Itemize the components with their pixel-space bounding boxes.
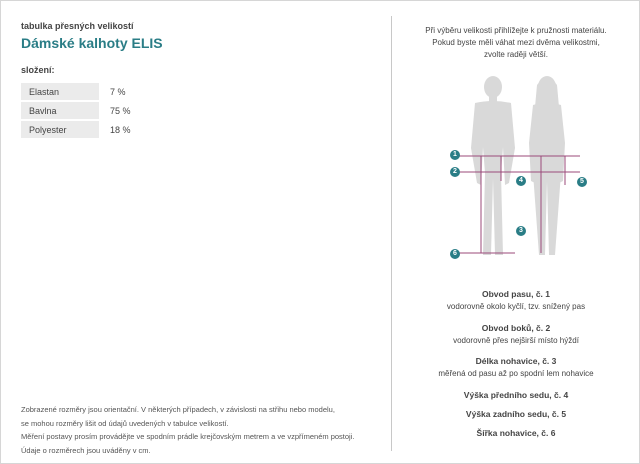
left-column (21, 21, 376, 455)
measurement-name: Výška předního sedu, č. 4 (463, 390, 569, 400)
note-line: Měření postavy prosím provádějte ve spodním prádle krejčovským metrem a ve vzpřímeném postoji. (21, 432, 355, 441)
measurement-name: Obvod boků, č. 2 (481, 323, 551, 333)
marker-5: 5 (577, 177, 587, 187)
material-name: Polyester (21, 121, 99, 138)
measurement-note (21, 403, 376, 457)
table-row (21, 102, 170, 119)
chart-subtitle: tabulka přesných velikostí (21, 21, 134, 31)
measurement-name: Délka nohavice, č. 3 (475, 356, 557, 366)
measurement-back-rise (393, 409, 639, 419)
measurement-leg-width (393, 428, 639, 438)
note-line: Zobrazené rozměry jsou orientační. V některých případech, v závislosti na střihu nebo modelu, (21, 405, 335, 414)
advice-line: Při výběru velikosti přihlížejte k pružnosti materiálu. (425, 26, 607, 35)
marker-1: 1 (450, 150, 460, 160)
measurement-desc: vodorovně okolo kyčlí, tzv. snížený pas (446, 302, 586, 311)
composition-table (21, 81, 170, 140)
measurement-leg-length (393, 356, 639, 378)
material-name: Elastan (21, 83, 99, 100)
size-advice (393, 25, 639, 61)
material-percent: 7 % (110, 86, 126, 97)
measurement-desc: měřená od pasu až po spodní lem nohavice (438, 369, 594, 378)
advice-line: zvolte raději větší. (483, 50, 549, 59)
table-row (21, 121, 170, 138)
material-name: Bavlna (21, 102, 99, 119)
measurement-hips (393, 323, 639, 345)
right-column (393, 1, 639, 463)
measurement-name: Obvod pasu, č. 1 (481, 289, 551, 299)
product-title: Dámské kalhoty ELIS (21, 35, 163, 51)
marker-2: 2 (450, 167, 460, 177)
measurement-name: Šířka nohavice, č. 6 (476, 428, 556, 438)
body-silhouette-illustration (445, 73, 595, 273)
table-row (21, 83, 170, 100)
note-line: se mohou rozměry lišit od údajů uvedených v tabulce velikostí. (21, 418, 229, 428)
composition-heading: složení: (21, 65, 55, 75)
marker-6: 6 (450, 249, 460, 259)
female-silhouette (529, 76, 565, 255)
measurement-front-rise (393, 390, 639, 400)
column-divider (391, 16, 392, 451)
male-silhouette (471, 76, 515, 255)
measurement-name: Výška zadního sedu, č. 5 (465, 409, 567, 419)
advice-line: Pokud byste měli váhat mezi dvěma velikostmi, (432, 38, 600, 47)
material-percent: 18 % (110, 124, 131, 135)
note-line: Údaje o rozměrech jsou uváděny v cm. (21, 445, 151, 455)
measurement-waist (393, 289, 639, 311)
marker-4: 4 (516, 176, 526, 186)
material-percent: 75 % (110, 105, 131, 116)
marker-3: 3 (516, 226, 526, 236)
measurement-desc: vodorovně přes nejširší místo hýždí (453, 336, 579, 345)
